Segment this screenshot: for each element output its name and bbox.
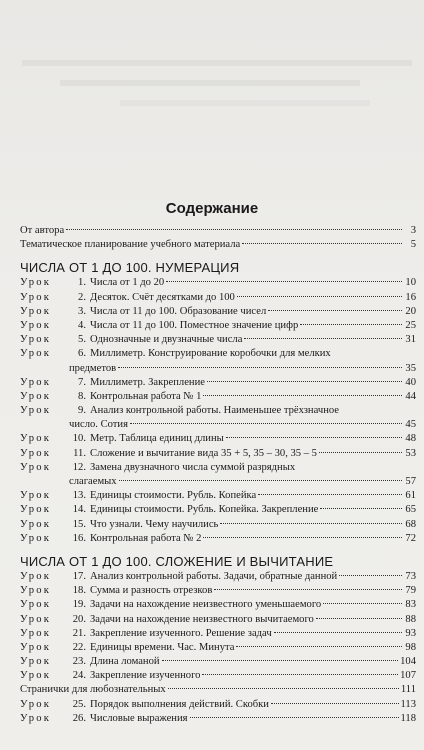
dot-leader bbox=[242, 242, 402, 244]
dot-leader bbox=[226, 436, 402, 438]
page-number: 68 bbox=[405, 518, 416, 530]
dot-leader bbox=[166, 280, 402, 282]
dot-leader bbox=[203, 536, 402, 538]
page-number: 16 bbox=[405, 291, 416, 303]
dot-leader bbox=[162, 659, 399, 661]
lesson-label: Урок bbox=[20, 670, 52, 682]
entry-title-continued: предметов bbox=[69, 362, 117, 374]
page-number: 35 bbox=[405, 362, 416, 374]
toc-entry bbox=[20, 627, 416, 641]
toc-entry bbox=[20, 613, 416, 627]
page-number: 104 bbox=[400, 656, 416, 668]
lesson-number: 12. bbox=[72, 461, 86, 473]
toc-entry bbox=[20, 376, 416, 390]
entry-title: Анализ контрольной работы. Задачи, обратные данной bbox=[90, 570, 338, 582]
lesson-number: 25. bbox=[72, 698, 86, 710]
page-title: Содержание bbox=[165, 200, 259, 217]
page-number: 25 bbox=[405, 319, 416, 331]
dot-leader bbox=[300, 323, 402, 325]
entry-title: Единицы стоимости. Рубль. Копейка. Закрепление bbox=[90, 504, 319, 516]
lesson-label: Урок bbox=[20, 433, 52, 445]
page-number: 57 bbox=[405, 476, 416, 488]
dot-leader bbox=[316, 617, 402, 619]
entry-title: Десяток. Счёт десятками до 100 bbox=[90, 291, 235, 303]
lesson-number: 17. bbox=[72, 570, 86, 582]
page-number: 20 bbox=[405, 305, 416, 317]
entry-title: Числа от 11 до 100. Поместное значение цифр bbox=[90, 319, 299, 331]
entry-title: Миллиметр. Закрепление bbox=[90, 376, 205, 388]
lesson-number: 13. bbox=[72, 490, 86, 502]
page-number: 45 bbox=[405, 419, 416, 431]
lesson-label: Урок bbox=[20, 641, 52, 653]
lesson-label: Урок bbox=[20, 405, 52, 417]
lesson-number: 18. bbox=[72, 585, 86, 597]
lesson-number: 20. bbox=[72, 613, 86, 625]
toc-entry bbox=[20, 276, 416, 290]
lesson-number: 26. bbox=[72, 712, 86, 724]
page-number: 53 bbox=[405, 447, 416, 459]
entry-title: Задачи на нахождение неизвестного вычитаемого bbox=[90, 613, 314, 625]
lesson-number: 23. bbox=[72, 656, 86, 668]
lesson-number: 2. bbox=[78, 291, 86, 303]
dot-leader bbox=[339, 574, 402, 576]
toc-entry bbox=[20, 584, 416, 598]
lesson-label: Урок bbox=[20, 348, 52, 360]
toc-entry-line bbox=[20, 475, 416, 489]
lesson-number: 7. bbox=[78, 376, 86, 388]
toc-entry bbox=[20, 447, 416, 461]
dot-leader bbox=[323, 602, 402, 604]
entry-title: Длина ломаной bbox=[90, 656, 160, 668]
toc-entry bbox=[20, 291, 416, 305]
section-addition-entries bbox=[20, 570, 416, 726]
entry-title: Что узнали. Чему научились bbox=[90, 518, 219, 530]
dot-leader bbox=[207, 380, 402, 382]
toc-entry bbox=[20, 598, 416, 612]
toc-entry bbox=[20, 570, 416, 584]
toc-entry bbox=[20, 655, 416, 669]
toc-entry-line bbox=[20, 404, 416, 418]
lesson-number: 5. bbox=[78, 334, 86, 346]
entry-title: Задачи на нахождение неизвестного уменьшаемого bbox=[90, 599, 322, 611]
entry-title-continued: слагаемых bbox=[69, 476, 117, 488]
entry-title: Единицы стоимости. Рубль. Копейка bbox=[90, 490, 257, 502]
dot-leader bbox=[203, 394, 402, 396]
page-number: 98 bbox=[405, 641, 416, 653]
entry-title: Сложение и вычитание вида 35 + 5, 35 – 30, 35 – 5 bbox=[90, 447, 317, 459]
dot-leader bbox=[268, 309, 402, 311]
lesson-number: 8. bbox=[78, 390, 86, 402]
lesson-label: Урок bbox=[20, 698, 52, 710]
lesson-number: 3. bbox=[78, 305, 86, 317]
dot-leader bbox=[190, 716, 399, 718]
lesson-number: 10. bbox=[72, 433, 86, 445]
page-number: 79 bbox=[405, 585, 416, 597]
entry-title: Единицы времени. Час. Минута bbox=[90, 641, 235, 653]
toc-entry bbox=[20, 305, 416, 319]
lesson-label: Урок bbox=[20, 305, 52, 317]
dot-leader bbox=[168, 687, 399, 689]
lesson-number: 15. bbox=[72, 518, 86, 530]
dot-leader bbox=[319, 451, 402, 453]
lesson-number: 21. bbox=[72, 627, 86, 639]
toc-entry bbox=[20, 347, 416, 375]
page-number: 118 bbox=[400, 712, 416, 724]
toc-entry bbox=[20, 712, 416, 726]
show-through-text bbox=[120, 100, 370, 106]
table-of-contents bbox=[20, 224, 416, 726]
entry-title: Тематическое планирование учебного материала bbox=[20, 239, 241, 251]
lesson-number: 6. bbox=[78, 348, 86, 360]
dot-leader bbox=[214, 588, 402, 590]
dot-leader bbox=[237, 295, 402, 297]
page-number: 88 bbox=[405, 613, 416, 625]
toc-entry bbox=[20, 641, 416, 655]
entry-title: Контрольная работа № 1 bbox=[90, 390, 202, 402]
lesson-number: 24. bbox=[72, 670, 86, 682]
dot-leader bbox=[202, 673, 398, 675]
page-number: 3 bbox=[410, 225, 416, 236]
dot-leader bbox=[271, 702, 399, 704]
dot-leader bbox=[118, 366, 402, 368]
section-heading-numbering: ЧИСЛА ОТ 1 ДО 100. НУМЕРАЦИЯ bbox=[20, 260, 240, 276]
lesson-label: Урок bbox=[20, 613, 52, 625]
lesson-label: Урок bbox=[20, 376, 52, 388]
lesson-label: Урок bbox=[20, 291, 52, 303]
page-number: 111 bbox=[400, 684, 416, 696]
toc-entry bbox=[20, 532, 416, 546]
entry-title: Закрепление изученного. Решение задач bbox=[90, 627, 272, 639]
section-numbering-entries bbox=[20, 276, 416, 546]
page-number: 107 bbox=[400, 670, 416, 682]
lesson-label: Урок bbox=[20, 570, 52, 582]
page-number: 44 bbox=[405, 390, 416, 402]
toc-entry bbox=[20, 669, 416, 683]
lesson-label: Урок bbox=[20, 277, 52, 289]
toc-entry-line bbox=[20, 461, 416, 475]
lesson-number: 11. bbox=[73, 447, 86, 459]
toc-entry bbox=[20, 224, 416, 238]
show-through-text bbox=[60, 80, 360, 86]
page-number: 40 bbox=[405, 376, 416, 388]
toc-entry bbox=[20, 698, 416, 712]
page-number: 31 bbox=[405, 334, 416, 346]
lesson-label: Урок bbox=[20, 656, 52, 668]
entry-title: Числа от 1 до 20 bbox=[90, 277, 165, 289]
entry-title: Числа от 11 до 100. Образование чисел bbox=[90, 305, 267, 317]
toc-entry bbox=[20, 683, 416, 697]
dot-leader bbox=[66, 228, 402, 230]
page-number: 113 bbox=[400, 698, 416, 710]
lesson-label: Урок bbox=[20, 334, 52, 346]
toc-entry-line bbox=[20, 362, 416, 376]
lesson-number: 9. bbox=[78, 405, 86, 417]
lesson-label: Урок bbox=[20, 532, 52, 544]
toc-entry bbox=[20, 404, 416, 432]
toc-entry bbox=[20, 432, 416, 446]
lesson-label: Урок bbox=[20, 447, 52, 459]
lesson-number: 14. bbox=[72, 504, 86, 516]
lesson-label: Урок bbox=[20, 504, 52, 516]
toc-entry bbox=[20, 503, 416, 517]
page-number: 65 bbox=[405, 504, 416, 516]
entry-title: Закрепление изученного bbox=[90, 670, 201, 682]
dot-leader bbox=[220, 522, 402, 524]
toc-entry bbox=[20, 518, 416, 532]
dot-leader bbox=[274, 631, 402, 633]
page-number: 72 bbox=[405, 532, 416, 544]
toc-entry bbox=[20, 461, 416, 489]
entry-title: Миллиметр. Конструирование коробочки для мелких bbox=[90, 348, 331, 360]
toc-entry bbox=[20, 489, 416, 503]
entry-title: Странички для любознательных bbox=[20, 684, 166, 696]
toc-entry bbox=[20, 238, 416, 252]
page-number: 73 bbox=[405, 570, 416, 582]
page-number: 61 bbox=[405, 490, 416, 502]
entry-title: Числовые выражения bbox=[90, 712, 188, 724]
show-through-text bbox=[22, 60, 412, 66]
dot-leader bbox=[244, 337, 402, 339]
toc-entry-line bbox=[20, 347, 416, 361]
lesson-label: Урок bbox=[20, 461, 52, 473]
lesson-number: 22. bbox=[72, 641, 86, 653]
entry-title: Метр. Таблица единиц длины bbox=[90, 433, 224, 445]
lesson-number: 1. bbox=[78, 277, 86, 289]
toc-entry bbox=[20, 390, 416, 404]
dot-leader bbox=[258, 493, 402, 495]
lesson-number: 4. bbox=[78, 319, 86, 331]
lesson-label: Урок bbox=[20, 599, 52, 611]
section-heading-addition: ЧИСЛА ОТ 1 ДО 100. СЛОЖЕНИЕ И ВЫЧИТАНИЕ bbox=[20, 553, 334, 569]
entry-title: От автора bbox=[20, 225, 65, 236]
toc-entry bbox=[20, 319, 416, 333]
lesson-label: Урок bbox=[20, 390, 52, 402]
lesson-label: Урок bbox=[20, 319, 52, 331]
entry-title-continued: число. Сотия bbox=[69, 419, 128, 431]
lesson-label: Урок bbox=[20, 518, 52, 530]
entry-title: Порядок выполнения действий. Скобки bbox=[90, 698, 269, 710]
intro-entries bbox=[20, 224, 416, 252]
dot-leader bbox=[236, 645, 402, 647]
entry-title: Сумма и разность отрезков bbox=[90, 585, 213, 597]
lesson-label: Урок bbox=[20, 712, 52, 724]
entry-title: Контрольная работа № 2 bbox=[90, 532, 202, 544]
toc-entry bbox=[20, 333, 416, 347]
toc-entry-line bbox=[20, 418, 416, 432]
page-number: 48 bbox=[405, 433, 416, 445]
page-number: 93 bbox=[405, 627, 416, 639]
page-number: 83 bbox=[405, 599, 416, 611]
entry-title: Анализ контрольной работы. Наименьшее трёхзначное bbox=[90, 405, 339, 417]
lesson-number: 16. bbox=[72, 532, 86, 544]
lesson-label: Урок bbox=[20, 585, 52, 597]
lesson-label: Урок bbox=[20, 627, 52, 639]
dot-leader bbox=[130, 422, 402, 424]
entry-title: Замена двузначного числа суммой разрядных bbox=[90, 461, 296, 473]
page-number: 5 bbox=[410, 239, 416, 251]
lesson-number: 19. bbox=[72, 599, 86, 611]
lesson-label: Урок bbox=[20, 490, 52, 502]
dot-leader bbox=[119, 479, 402, 481]
page-number: 10 bbox=[405, 277, 416, 289]
entry-title: Однозначные и двузначные числа bbox=[90, 334, 243, 346]
dot-leader bbox=[320, 507, 402, 509]
